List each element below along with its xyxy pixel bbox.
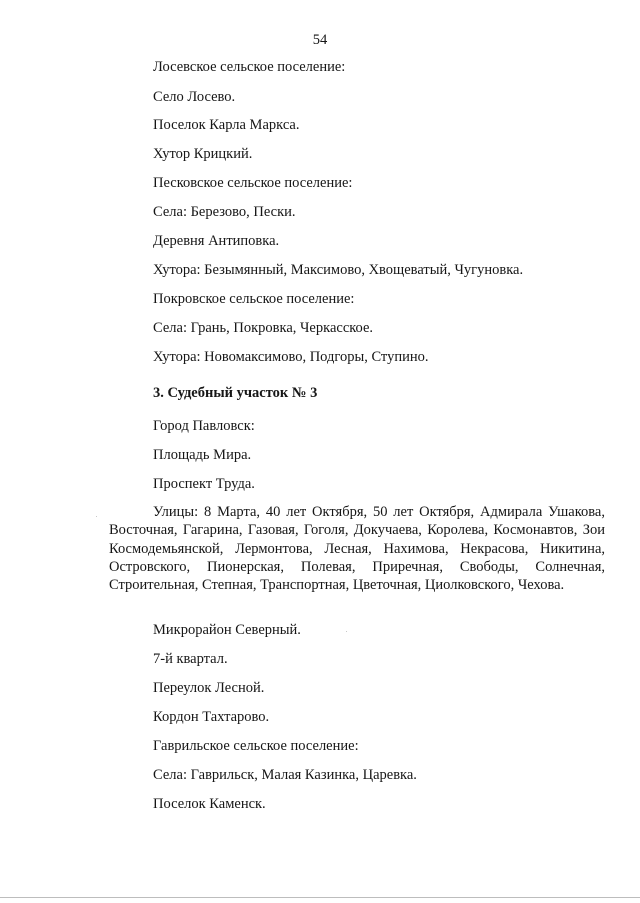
text-line: Песковское сельское поселение:: [153, 175, 353, 191]
scan-speck: [346, 631, 347, 632]
text-line: Села: Гаврильск, Малая Казинка, Царевка.: [153, 767, 417, 783]
text-line: Села: Грань, Покровка, Черкасское.: [153, 320, 374, 336]
text-line: Село Лосево.: [153, 89, 236, 105]
text-line: Покровское сельское поселение:: [153, 291, 355, 307]
text-line: Гаврильское сельское поселение:: [153, 738, 359, 754]
text-line: Поселок Каменск.: [153, 796, 266, 812]
text-line: Лосевское сельское поселение:: [153, 59, 346, 75]
text-line: Город Павловск:: [153, 418, 255, 434]
section-heading: 3. Судебный участок № 3: [153, 385, 318, 401]
scan-edge-line: [0, 897, 640, 898]
text-line: Деревня Антиповка.: [153, 233, 280, 249]
text-line: Проспект Труда.: [153, 476, 255, 492]
text-line: Хутора: Безымянный, Максимово, Хвощеватый, Чугуновка.: [153, 262, 524, 278]
page-number: 54: [312, 32, 328, 48]
text-line: Поселок Карла Маркса.: [153, 117, 300, 133]
text-line: Хутор Крицкий.: [153, 146, 253, 162]
streets-paragraph: Улицы: 8 Марта, 40 лет Октября, 50 лет Октября, Адмирала Ушакова, Восточная, Гагарина, Газовая, Гоголя, Докучаева, Королева, Космонавтов, Зои Космодемьянской, Лермонтова, Лесная, Нахимова, Некрасова, Никитина, Островского, Пионерская, Полевая, Приречная, Свободы, Солнечная, Строительная, Степная, Транспортная, Цветочная, Циолковского, Чехова.: [109, 504, 605, 594]
text-line: Микрорайон Северный.: [153, 622, 301, 638]
text-line: Села: Березово, Пески.: [153, 204, 296, 220]
text-line: Переулок Лесной.: [153, 680, 265, 696]
text-line: Хутора: Новомаксимово, Подгоры, Ступино.: [153, 349, 429, 365]
text-line: Площадь Мира.: [153, 447, 252, 463]
text-line: Кордон Тахтарово.: [153, 709, 270, 725]
text-line: 7-й квартал.: [153, 651, 228, 667]
scan-speck: [96, 516, 97, 517]
